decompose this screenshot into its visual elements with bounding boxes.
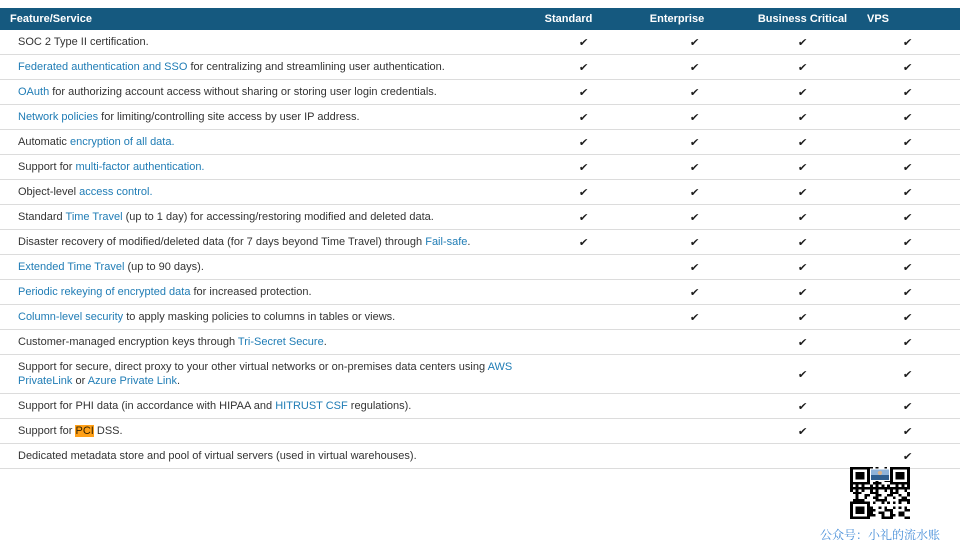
check-mark-cell (640, 305, 750, 330)
check-mark-cell (640, 180, 750, 205)
check-mark-cell (855, 180, 960, 205)
check-icon: ✔ (902, 335, 913, 349)
check-icon: ✔ (797, 260, 808, 274)
feature-link[interactable]: access control. (79, 186, 153, 198)
feature-link[interactable]: encryption of all data. (69, 136, 175, 148)
check-mark-cell (750, 105, 855, 130)
check-mark-cell (855, 230, 960, 255)
check-mark-cell (640, 80, 750, 105)
check-icon: ✔ (902, 135, 913, 149)
check-mark-cell (527, 80, 640, 105)
table-header-row (0, 8, 960, 30)
check-mark-cell (855, 394, 960, 419)
check-mark-cell (640, 230, 750, 255)
feature-link[interactable]: Column-level security (18, 311, 124, 323)
feature-link[interactable]: Azure Private Link (87, 375, 177, 387)
page (0, 8, 960, 540)
feature-text: Dedicated metadata store and pool of virtual servers (used in virtual warehouses). (18, 450, 417, 462)
empty-cell (527, 394, 640, 419)
feature-link[interactable]: Federated authentication and SSO (18, 61, 188, 73)
check-icon: ✔ (689, 285, 701, 299)
feature-text: to apply masking policies to columns in tables or views. (123, 311, 396, 323)
feature-cell (0, 330, 527, 355)
feature-text: . (467, 236, 471, 248)
check-icon: ✔ (902, 185, 913, 199)
table-row (0, 419, 960, 444)
check-mark-cell (640, 205, 750, 230)
feature-text: Object-level (18, 186, 80, 198)
table-row (0, 305, 960, 330)
check-icon: ✔ (902, 424, 913, 438)
check-icon: ✔ (902, 367, 913, 381)
check-mark-cell (640, 55, 750, 80)
check-icon: ✔ (578, 210, 589, 224)
check-icon: ✔ (797, 60, 808, 74)
check-icon: ✔ (902, 60, 913, 74)
table-row (0, 255, 960, 280)
check-icon: ✔ (689, 110, 701, 124)
check-mark-cell (750, 230, 855, 255)
check-icon: ✔ (689, 60, 701, 74)
check-icon: ✔ (578, 110, 589, 124)
check-icon: ✔ (797, 210, 808, 224)
check-mark-cell (527, 30, 640, 55)
empty-cell (527, 330, 640, 355)
feature-cell (0, 180, 527, 205)
table-row (0, 155, 960, 180)
check-icon: ✔ (902, 399, 913, 413)
check-icon: ✔ (902, 35, 913, 49)
check-mark-cell (640, 155, 750, 180)
check-mark-cell (855, 105, 960, 130)
feature-text: . (176, 375, 181, 387)
feature-text: (up to 90 days). (124, 261, 204, 273)
check-icon: ✔ (689, 135, 701, 149)
check-icon: ✔ (797, 424, 808, 438)
feature-cell (0, 255, 527, 280)
check-icon: ✔ (902, 285, 913, 299)
check-mark-cell (750, 205, 855, 230)
feature-link[interactable]: Fail-safe (425, 236, 468, 248)
feature-link[interactable]: multi-factor authentication. (75, 161, 205, 173)
check-icon: ✔ (689, 210, 701, 224)
feature-text: for authorizing account access without sharing or storing user login credentials. (49, 86, 437, 98)
feature-cell (0, 55, 527, 80)
check-mark-cell (855, 330, 960, 355)
feature-cell (0, 444, 527, 469)
column-header-business-critical: Business Critical (750, 8, 855, 30)
check-icon: ✔ (797, 310, 808, 324)
empty-cell (640, 444, 750, 469)
feature-text: for centralizing and streamlining user authentication. (187, 61, 445, 73)
table-row (0, 180, 960, 205)
empty-cell (527, 255, 640, 280)
empty-cell (527, 419, 640, 444)
feature-cell (0, 105, 527, 130)
empty-cell (527, 305, 640, 330)
check-mark-cell (527, 205, 640, 230)
feature-text: Disaster recovery of modified/deleted data (for 7 days beyond Time Travel) through (18, 236, 426, 248)
check-mark-cell (855, 80, 960, 105)
check-mark-cell (640, 30, 750, 55)
column-header-standard: Standard (527, 8, 640, 30)
feature-cell (0, 30, 527, 55)
check-icon: ✔ (689, 185, 701, 199)
check-mark-cell (527, 130, 640, 155)
feature-comparison-table (0, 8, 960, 469)
feature-text: Support for (18, 161, 76, 173)
table-row (0, 55, 960, 80)
check-icon: ✔ (797, 110, 808, 124)
check-mark-cell (750, 280, 855, 305)
check-mark-cell (750, 419, 855, 444)
check-mark-cell (855, 255, 960, 280)
check-mark-cell (527, 180, 640, 205)
check-mark-cell (750, 330, 855, 355)
feature-text: DSS. (93, 425, 123, 437)
check-mark-cell (640, 105, 750, 130)
check-icon: ✔ (578, 160, 589, 174)
feature-text: Standard (18, 211, 66, 223)
table-row (0, 355, 960, 394)
check-mark-cell (527, 55, 640, 80)
check-mark-cell (527, 155, 640, 180)
feature-link[interactable]: Extended Time Travel (18, 261, 125, 273)
feature-link[interactable]: Tri-Secret Secure (237, 336, 324, 348)
check-mark-cell (855, 55, 960, 80)
check-icon: ✔ (797, 399, 808, 413)
check-mark-cell (855, 355, 960, 394)
check-icon: ✔ (902, 210, 913, 224)
check-icon: ✔ (578, 235, 589, 249)
check-icon: ✔ (902, 85, 913, 99)
column-header-vps: VPS (855, 8, 960, 30)
empty-cell (640, 355, 750, 394)
check-icon: ✔ (797, 367, 808, 381)
check-icon: ✔ (689, 160, 701, 174)
check-mark-cell (855, 280, 960, 305)
feature-text: Support for (18, 425, 76, 437)
feature-link[interactable]: Time Travel (65, 211, 123, 223)
feature-text: Customer-managed encryption keys through (18, 336, 238, 348)
check-icon: ✔ (689, 35, 701, 49)
check-mark-cell (855, 130, 960, 155)
check-icon: ✔ (689, 260, 701, 274)
check-mark-cell (527, 105, 640, 130)
check-icon: ✔ (689, 85, 701, 99)
feature-text: Automatic (18, 136, 70, 148)
check-mark-cell (855, 30, 960, 55)
column-header-feature-service: Feature/Service (0, 8, 527, 30)
table-row (0, 80, 960, 105)
feature-link[interactable]: HITRUST CSF (275, 400, 348, 412)
check-mark-cell (750, 80, 855, 105)
check-mark-cell (750, 355, 855, 394)
feature-link[interactable]: AWS PrivateLink (18, 361, 513, 387)
check-icon: ✔ (902, 110, 913, 124)
check-icon: ✔ (902, 310, 913, 324)
table-row (0, 105, 960, 130)
feature-cell (0, 355, 527, 394)
check-icon: ✔ (797, 185, 808, 199)
check-icon: ✔ (689, 235, 701, 249)
table-row (0, 394, 960, 419)
check-icon: ✔ (578, 35, 589, 49)
qr-code (850, 467, 910, 519)
check-mark-cell (750, 130, 855, 155)
search-highlight: PCI (75, 425, 94, 437)
feature-cell (0, 280, 527, 305)
feature-cell (0, 230, 527, 255)
feature-text: for limiting/controlling site access by user IP address. (98, 111, 360, 123)
empty-cell (750, 444, 855, 469)
check-icon: ✔ (578, 135, 589, 149)
column-header-enterprise: Enterprise (640, 8, 750, 30)
feature-cell (0, 205, 527, 230)
check-icon: ✔ (902, 449, 913, 463)
table-row (0, 444, 960, 469)
feature-cell (0, 80, 527, 105)
check-mark-cell (855, 444, 960, 469)
check-icon: ✔ (902, 260, 913, 274)
empty-cell (527, 444, 640, 469)
feature-text: Support for secure, direct proxy to your other virtual networks or on-premises data centers using (18, 361, 488, 373)
check-icon: ✔ (902, 160, 913, 174)
empty-cell (527, 355, 640, 394)
feature-cell (0, 155, 527, 180)
feature-link[interactable]: Network policies (18, 111, 99, 123)
feature-link[interactable]: OAuth (18, 86, 50, 98)
table-row (0, 30, 960, 55)
feature-cell (0, 419, 527, 444)
check-mark-cell (750, 30, 855, 55)
check-icon: ✔ (797, 235, 808, 249)
empty-cell (640, 330, 750, 355)
feature-cell (0, 130, 527, 155)
check-icon: ✔ (578, 85, 589, 99)
table-row (0, 130, 960, 155)
check-icon: ✔ (797, 35, 808, 49)
check-icon: ✔ (578, 60, 589, 74)
empty-cell (527, 280, 640, 305)
check-icon: ✔ (797, 135, 808, 149)
feature-cell (0, 305, 527, 330)
check-mark-cell (750, 305, 855, 330)
feature-text: (up to 1 day) for accessing/restoring modified and deleted data. (122, 211, 434, 223)
check-mark-cell (855, 419, 960, 444)
table-row (0, 330, 960, 355)
check-mark-cell (750, 255, 855, 280)
check-icon: ✔ (689, 310, 701, 324)
feature-text: or (72, 375, 88, 387)
table-row (0, 280, 960, 305)
check-mark-cell (640, 255, 750, 280)
check-mark-cell (750, 55, 855, 80)
check-mark-cell (855, 155, 960, 180)
feature-cell (0, 394, 527, 419)
wechat-caption: 公众号：小礼的流水账 (819, 528, 940, 540)
check-mark-cell (750, 155, 855, 180)
feature-text: Support for PHI data (in accordance with HIPAA and (18, 400, 276, 412)
check-mark-cell (750, 180, 855, 205)
check-icon: ✔ (797, 335, 808, 349)
check-icon: ✔ (797, 285, 808, 299)
check-icon: ✔ (578, 185, 589, 199)
check-icon: ✔ (797, 85, 808, 99)
table-row (0, 230, 960, 255)
check-mark-cell (855, 205, 960, 230)
feature-text: regulations). (347, 400, 412, 412)
check-mark-cell (527, 230, 640, 255)
empty-cell (640, 419, 750, 444)
table-row (0, 205, 960, 230)
check-mark-cell (855, 305, 960, 330)
qr-code-block (814, 467, 946, 540)
feature-text: SOC 2 Type II certification. (18, 36, 149, 48)
empty-cell (640, 394, 750, 419)
check-mark-cell (640, 130, 750, 155)
check-icon: ✔ (902, 235, 913, 249)
feature-text: . (323, 336, 327, 348)
check-mark-cell (750, 394, 855, 419)
check-icon: ✔ (797, 160, 808, 174)
check-mark-cell (640, 280, 750, 305)
feature-link[interactable]: Periodic rekeying of encrypted data (18, 286, 191, 298)
feature-text: for increased protection. (190, 286, 312, 298)
